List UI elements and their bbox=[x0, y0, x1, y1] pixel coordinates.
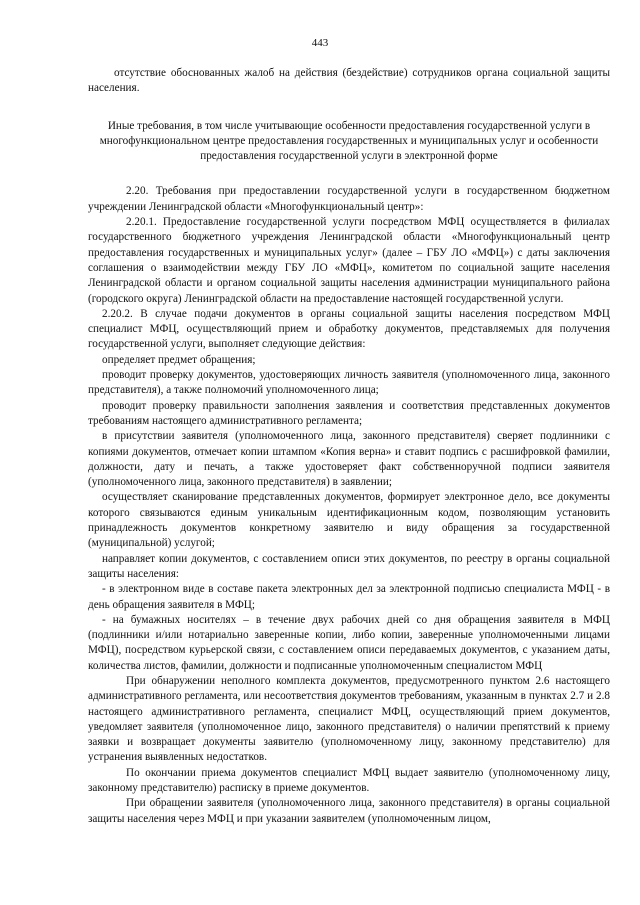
page-number: 443 bbox=[311, 37, 329, 49]
paragraph-incomplete-docs: При обнаружении неполного комплекта документов, предусмотренного пунктом 2.6 настоящего административного регламента, или несоответствия документов требованиям, указанным в пунктах 2.7 и 2.8 настоящего административного регламента, специалист МФЦ, осуществляющий прием документов, уведомляет заявителя (уполномоченное лицо, законного представителя) о наличии препятствий к приему заявки и возвращает документы заявителю (уполномоченному лицу, законному представителю) для устранения выявленных недостатков. bbox=[88, 674, 610, 764]
list-item: осуществляет сканирование представленных документов, формирует электронное дело, все документы которого связываются единым уникальным идентификационным кодом, позволяющим установить принадлежность документов конкретному заявителю и виду обращения за государственной (муниципальной) услугой; bbox=[88, 491, 610, 550]
sub-list-item: - в электронном виде в составе пакета электронных дел за электронной подписью специалиста МФЦ - в день обращения заявителя в МФЦ; bbox=[88, 583, 610, 611]
paragraph-2-20-2: 2.20.2. В случае подачи документов в органы социальной защиты населения посредством МФЦ специалист МФЦ, осуществляющий прием и обработку документов, представляемых для получения государственной услуги, выполняет следующие действия: bbox=[88, 307, 610, 351]
list-item: определяет предмет обращения; bbox=[102, 353, 256, 366]
sub-list-item: - на бумажных носителях – в течение двух рабочих дней со дня обращения заявителя в МФЦ (подлинники и/или нотариально заверенные копии, либо копии, заверенные уполномоченными лицами МФЦ), посредством курьерской связи, с составлением описи передаваемых документов, с указанием даты, количества листов, фамилии, должности и подписанные уполномоченным специалистом МФЦ bbox=[88, 613, 610, 672]
list-item: проводит проверку правильности заполнения заявления и соответствия представленных документов требованиям настоящего административного регламента; bbox=[88, 399, 610, 427]
list-item: проводит проверку документов, удостоверяющих личность заявителя (уполномоченного лица, законного представителя), а также полномочий уполномоченного лица; bbox=[88, 369, 610, 397]
list-item: направляет копии документов, с составлением описи этих документов, по реестру в органы социальной защиты населения: bbox=[88, 552, 610, 580]
paragraph-continued: При обращении заявителя (уполномоченного лица, законного представителя) в органы социальной защиты населения через МФЦ и при указании заявителем (уполномоченным лицом, bbox=[88, 797, 610, 825]
paragraph-intro: отсутствие обоснованных жалоб на действия (бездействие) сотрудников органа социальной защиты населения. bbox=[88, 67, 610, 95]
document-body bbox=[88, 66, 610, 827]
list-item: в присутствии заявителя (уполномоченного лица, законного представителя) сверяет подлинники с копиями документов, отмечает копии штампом «Копия верна» и ставит подпись с расшифровкой фамилии, должности, дату и печать, а также удостоверяет факт собственноручной подписи заявителя (уполномоченного лица, законного представителя) в заявлении; bbox=[88, 430, 610, 489]
paragraph-2-20-1: 2.20.1. Предоставление государственной услуги посредством МФЦ осуществляется в филиалах государственного бюджетного учреждения Ленинградской области «Многофункциональный центр предоставления государственных и муниципальных услуг» (далее – ГБУ ЛО «МФЦ») с даты заключения соглашения о взаимодействии между ГБУ ЛО «МФЦ», комитетом по социальной защите населения Ленинградской области и органом социальной защиты населения администрации муниципального района (городского округа) Ленинградской области на предоставление настоящей государственной услуги. bbox=[88, 216, 610, 305]
section-heading: Иные требования, в том числе учитывающие особенности предоставления государственной услуги в многофункциональном центре предоставления государственных и муниципальных услуг и особенности предоставления государственной услуги в электронной форме bbox=[99, 119, 599, 163]
paragraph-receipt: По окончании приема документов специалист МФЦ выдает заявителю (уполномоченному лицу, законному представителю) расписку в приеме документов. bbox=[88, 766, 610, 795]
paragraph-2-20: 2.20. Требования при предоставлении государственной услуги в государственном бюджетном учреждении Ленинградской области «Многофункциональный центр»: bbox=[88, 185, 610, 213]
